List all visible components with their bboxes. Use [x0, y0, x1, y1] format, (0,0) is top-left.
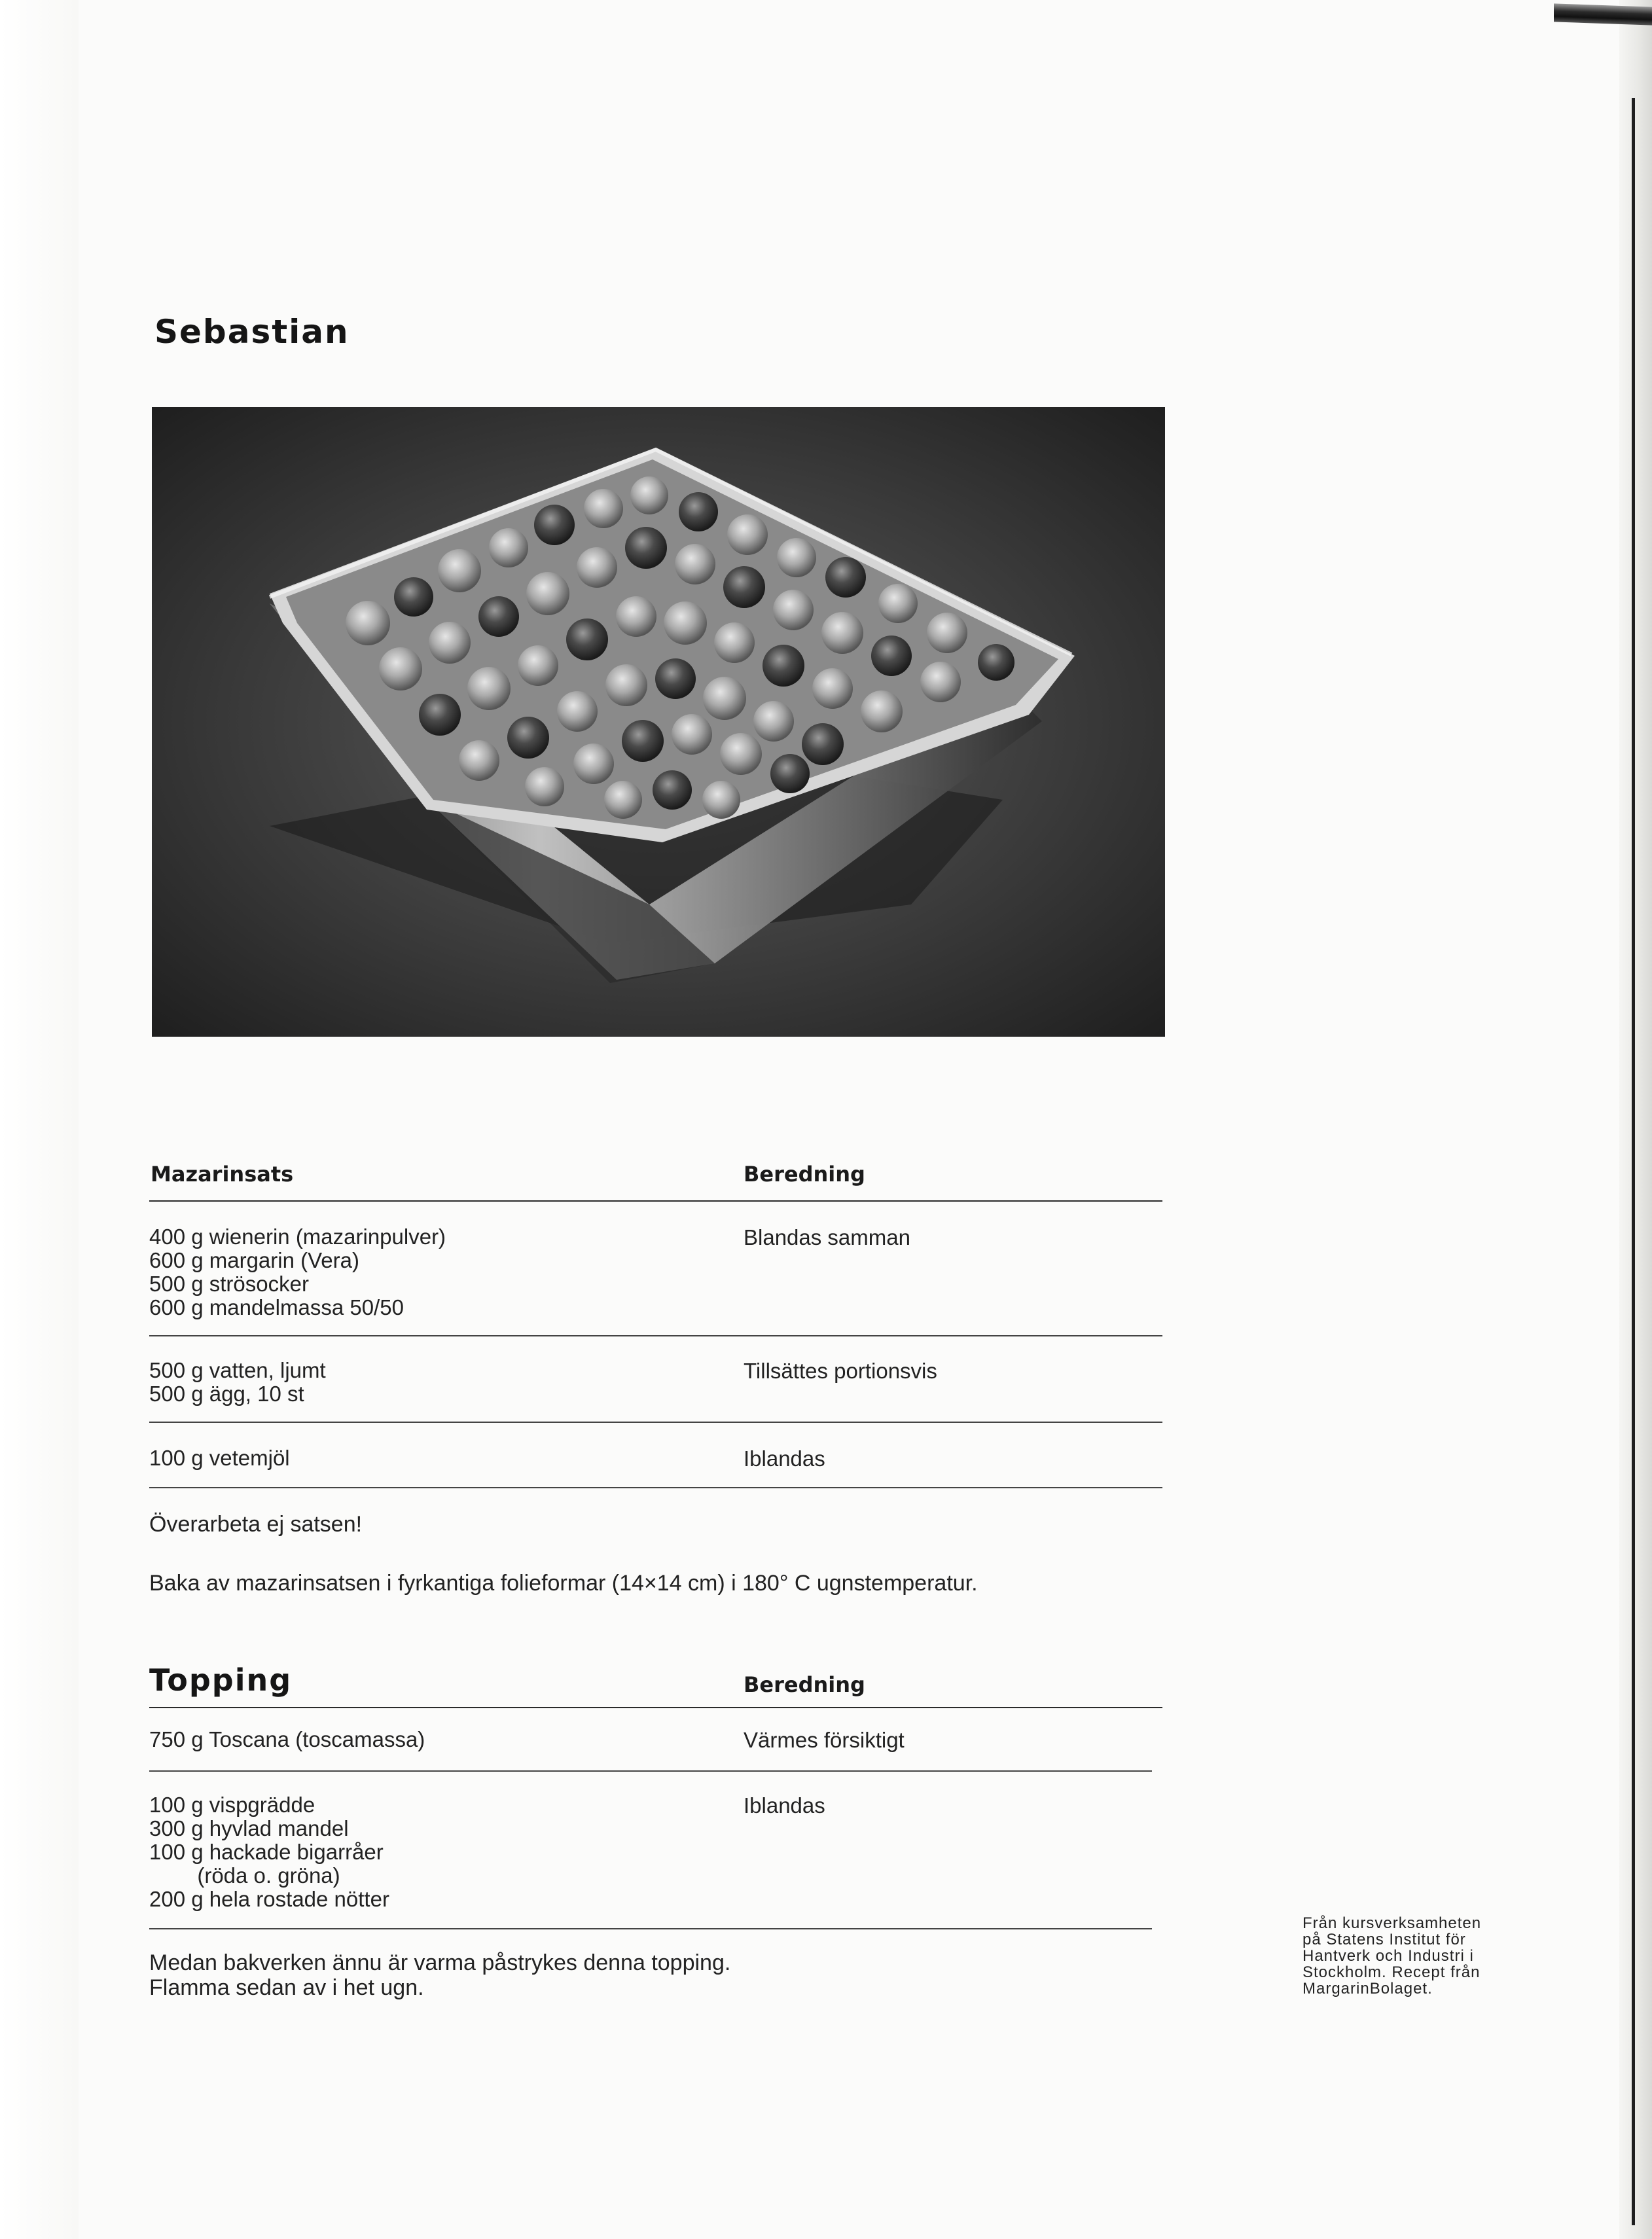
topping-method-heading: Beredning	[744, 1672, 865, 1697]
divider	[149, 1422, 1162, 1423]
ingredient-line: 300 g hyvlad mandel	[149, 1816, 349, 1840]
divider	[149, 1200, 1162, 1202]
ingredient-line: 600 g margarin (Vera)	[149, 1248, 359, 1272]
pastry-tray-photo	[152, 407, 1165, 1037]
ingredient-group-3	[149, 1446, 290, 1470]
method-step: Värmes försiktigt	[744, 1728, 905, 1752]
method-step: Iblandas	[744, 1446, 825, 1471]
ingredient-line: 100 g hackade bigarråer	[149, 1840, 384, 1864]
warning-note: Överarbeta ej satsen!	[149, 1512, 363, 1537]
divider	[149, 1928, 1152, 1929]
ingredient-line: 400 g wienerin (mazarinpulver)	[149, 1225, 446, 1249]
ingredient-line: (röda o. gröna)	[149, 1863, 340, 1888]
topping-note-1: Medan bakverken ännu är varma påstrykes denna topping.	[149, 1950, 731, 1975]
ingredient-line: 500 g vatten, ljumt	[149, 1358, 326, 1382]
topping-heading: Topping	[149, 1662, 293, 1698]
source-line: MargarinBolaget.	[1302, 1980, 1433, 1997]
source-line: Från kursverksamheten	[1302, 1914, 1482, 1932]
page-margin	[0, 0, 79, 2239]
divider	[149, 1335, 1162, 1336]
divider	[149, 1707, 1162, 1708]
ingredient-line: 500 g strösocker	[149, 1272, 309, 1296]
method-step: Tillsättes portionsvis	[744, 1359, 937, 1383]
bake-instruction: Baka av mazarinsatsen i fyrkantiga folieformar (14×14 cm) i 180° C ugnstemperatur.	[149, 1571, 978, 1596]
source-line: på Statens Institut för	[1302, 1931, 1466, 1948]
ingredient-line: 600 g mandelmassa 50/50	[149, 1295, 404, 1319]
ingredient-group-2	[149, 1359, 326, 1406]
ingredient-line: 100 g vispgrädde	[149, 1793, 315, 1817]
source-line: Hantverk och Industri i	[1302, 1947, 1474, 1965]
topping-group-1	[149, 1728, 425, 1751]
ingredient-group-1	[149, 1225, 446, 1319]
ingredient-line: 100 g vetemjöl	[149, 1446, 290, 1470]
mazarin-heading: Mazarinsats	[151, 1162, 294, 1187]
method-step: Blandas samman	[744, 1225, 910, 1249]
ingredient-line: 750 g Toscana (toscamassa)	[149, 1727, 425, 1751]
divider	[149, 1770, 1152, 1772]
mazarin-method-heading: Beredning	[744, 1162, 865, 1187]
ingredient-line: 500 g ägg, 10 st	[149, 1382, 304, 1406]
binding-shadow-line	[1632, 98, 1635, 2225]
source-credit	[1302, 1915, 1512, 1997]
topping-group-2	[149, 1793, 389, 1911]
divider	[149, 1487, 1162, 1488]
method-step: Iblandas	[744, 1793, 825, 1818]
photo-illustration	[152, 407, 1165, 1037]
source-line: Stockholm. Recept från	[1302, 1963, 1481, 1981]
ingredient-line: 200 g hela rostade nötter	[149, 1887, 389, 1911]
book-binding	[1619, 0, 1652, 2239]
topping-note-2: Flamma sedan av i het ugn.	[149, 1975, 424, 2000]
recipe-title: Sebastian	[154, 313, 350, 351]
